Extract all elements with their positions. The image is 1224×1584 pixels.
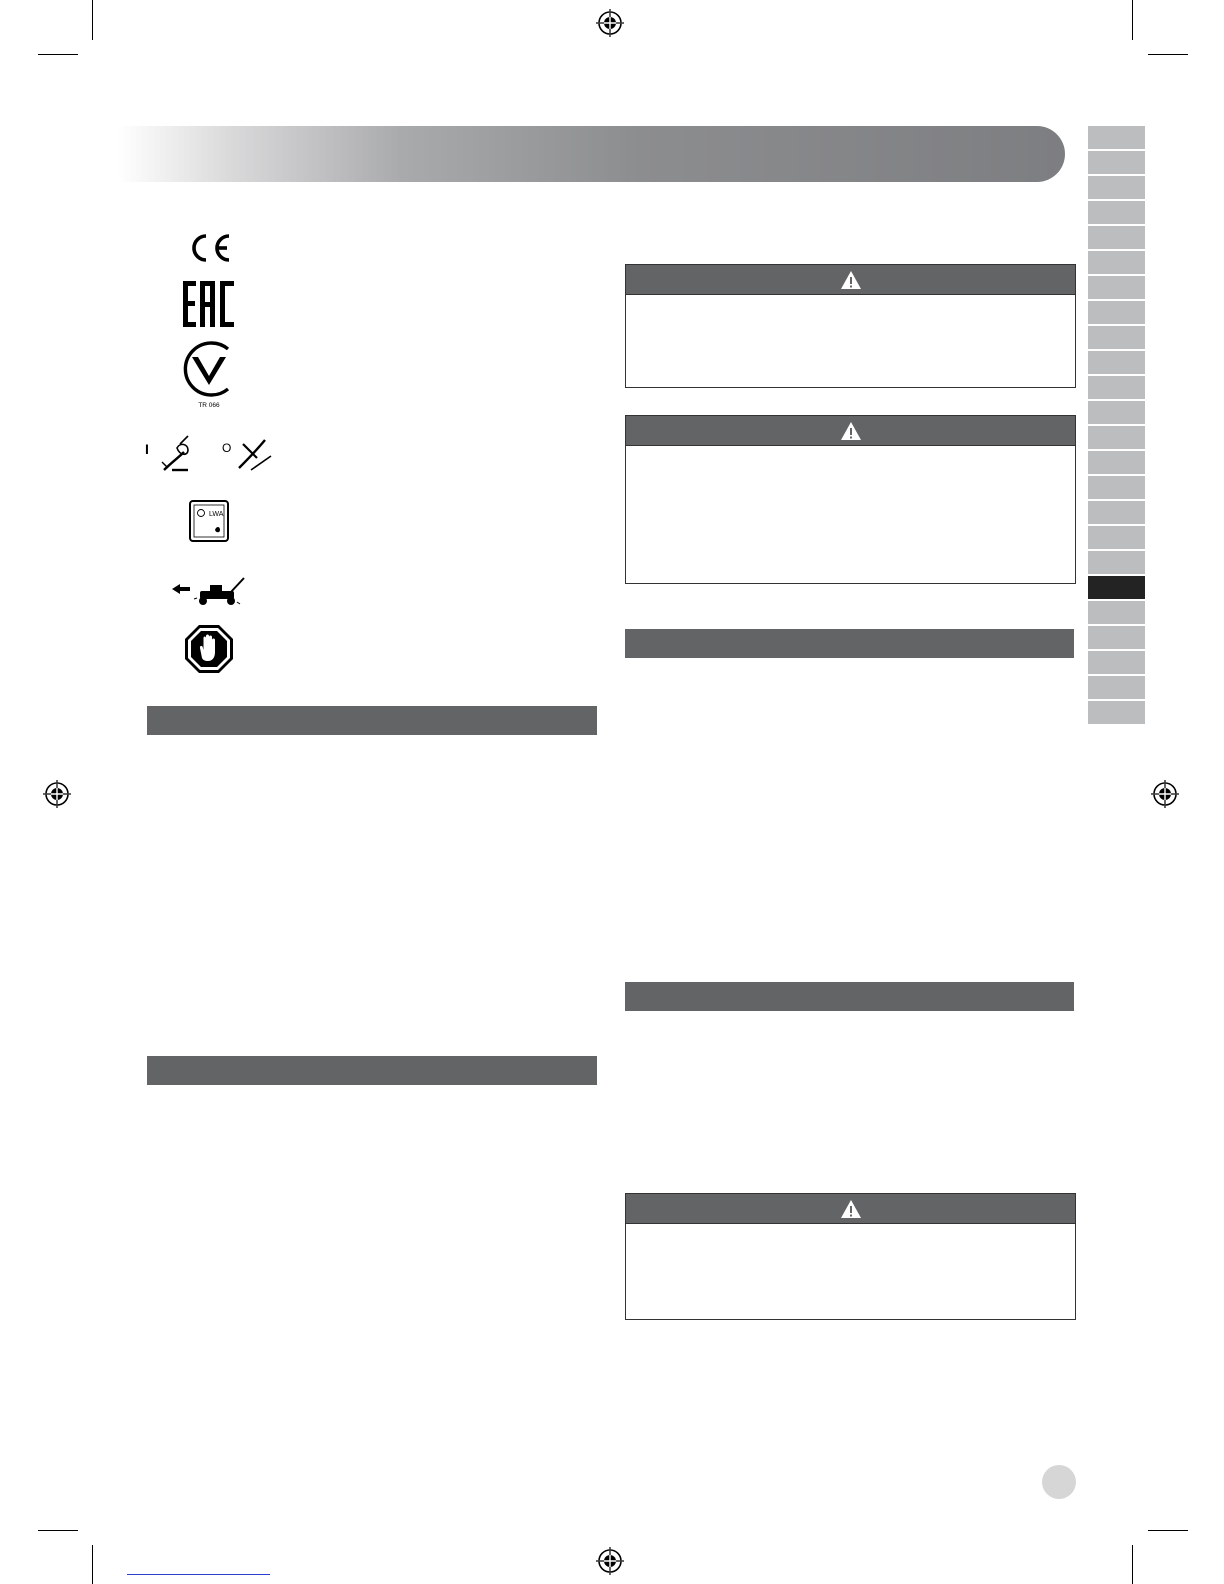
- page-header-band: [118, 126, 1065, 182]
- ua-conformity-mark-icon: [180, 340, 238, 410]
- ua-mark-caption: TR 066: [198, 402, 220, 409]
- warning-box: [625, 1193, 1076, 1320]
- mower-direction-icon: [170, 575, 246, 607]
- language-tab[interactable]: [1088, 501, 1145, 524]
- section-header-bar: [625, 982, 1074, 1011]
- language-tab[interactable]: [1088, 701, 1145, 724]
- language-tab[interactable]: [1088, 376, 1145, 399]
- warning-box: [625, 264, 1076, 388]
- ce-mark-icon: [188, 233, 232, 263]
- lever-engaged-icon: [158, 432, 198, 474]
- language-tab[interactable]: [1088, 151, 1145, 174]
- language-tab[interactable]: [1088, 226, 1145, 249]
- section-header-bar: [147, 706, 597, 735]
- language-tab[interactable]: [1088, 426, 1145, 449]
- language-tab[interactable]: [1088, 251, 1145, 274]
- footer-link-underline[interactable]: [127, 1574, 270, 1575]
- crop-mark: [38, 1530, 78, 1531]
- language-tab[interactable]: [1088, 351, 1145, 374]
- warning-box-header: [626, 265, 1075, 295]
- language-tab[interactable]: [1088, 551, 1145, 574]
- language-tab[interactable]: [1088, 601, 1145, 624]
- language-tab[interactable]: [1088, 401, 1145, 424]
- warning-box: [625, 415, 1076, 584]
- eac-mark-icon: [183, 281, 235, 327]
- registration-mark-icon: [595, 1546, 625, 1576]
- warning-triangle-icon: [840, 421, 862, 441]
- language-tab[interactable]: [1088, 476, 1145, 499]
- crop-mark: [1132, 1545, 1133, 1584]
- registration-mark-icon: [595, 8, 625, 38]
- crop-mark: [1148, 1530, 1188, 1531]
- language-tab[interactable]: [1088, 176, 1145, 199]
- crop-mark: [38, 54, 78, 55]
- language-tab-active[interactable]: [1088, 576, 1145, 599]
- registration-mark-icon: [1150, 779, 1180, 809]
- language-tab[interactable]: [1088, 526, 1145, 549]
- off-label: O: [222, 441, 232, 455]
- warning-triangle-icon: [840, 270, 862, 290]
- language-tabs: [1088, 126, 1145, 726]
- language-tab[interactable]: [1088, 676, 1145, 699]
- warning-box-header: [626, 1194, 1075, 1224]
- section-header-bar: [147, 1056, 597, 1085]
- language-tab[interactable]: [1088, 326, 1145, 349]
- language-tab[interactable]: [1088, 626, 1145, 649]
- language-tab[interactable]: [1088, 276, 1145, 299]
- noise-level-label-icon: [189, 500, 229, 542]
- crop-mark: [1148, 54, 1188, 55]
- on-label: I: [145, 441, 149, 457]
- language-tab[interactable]: [1088, 451, 1145, 474]
- language-tab[interactable]: [1088, 126, 1145, 149]
- crop-mark: [92, 1545, 93, 1584]
- stop-hand-icon: [184, 624, 234, 674]
- warning-triangle-icon: [840, 1199, 862, 1219]
- section-header-bar: [625, 629, 1074, 658]
- crop-mark: [1132, 0, 1133, 40]
- lever-released-icon: [235, 434, 275, 474]
- page-number-marker: [1042, 1465, 1076, 1499]
- crop-mark: [92, 0, 93, 40]
- language-tab[interactable]: [1088, 201, 1145, 224]
- noise-label-text: LWA: [209, 511, 224, 518]
- warning-box-header: [626, 416, 1075, 446]
- language-tab[interactable]: [1088, 301, 1145, 324]
- language-tab[interactable]: [1088, 651, 1145, 674]
- registration-mark-icon: [42, 779, 72, 809]
